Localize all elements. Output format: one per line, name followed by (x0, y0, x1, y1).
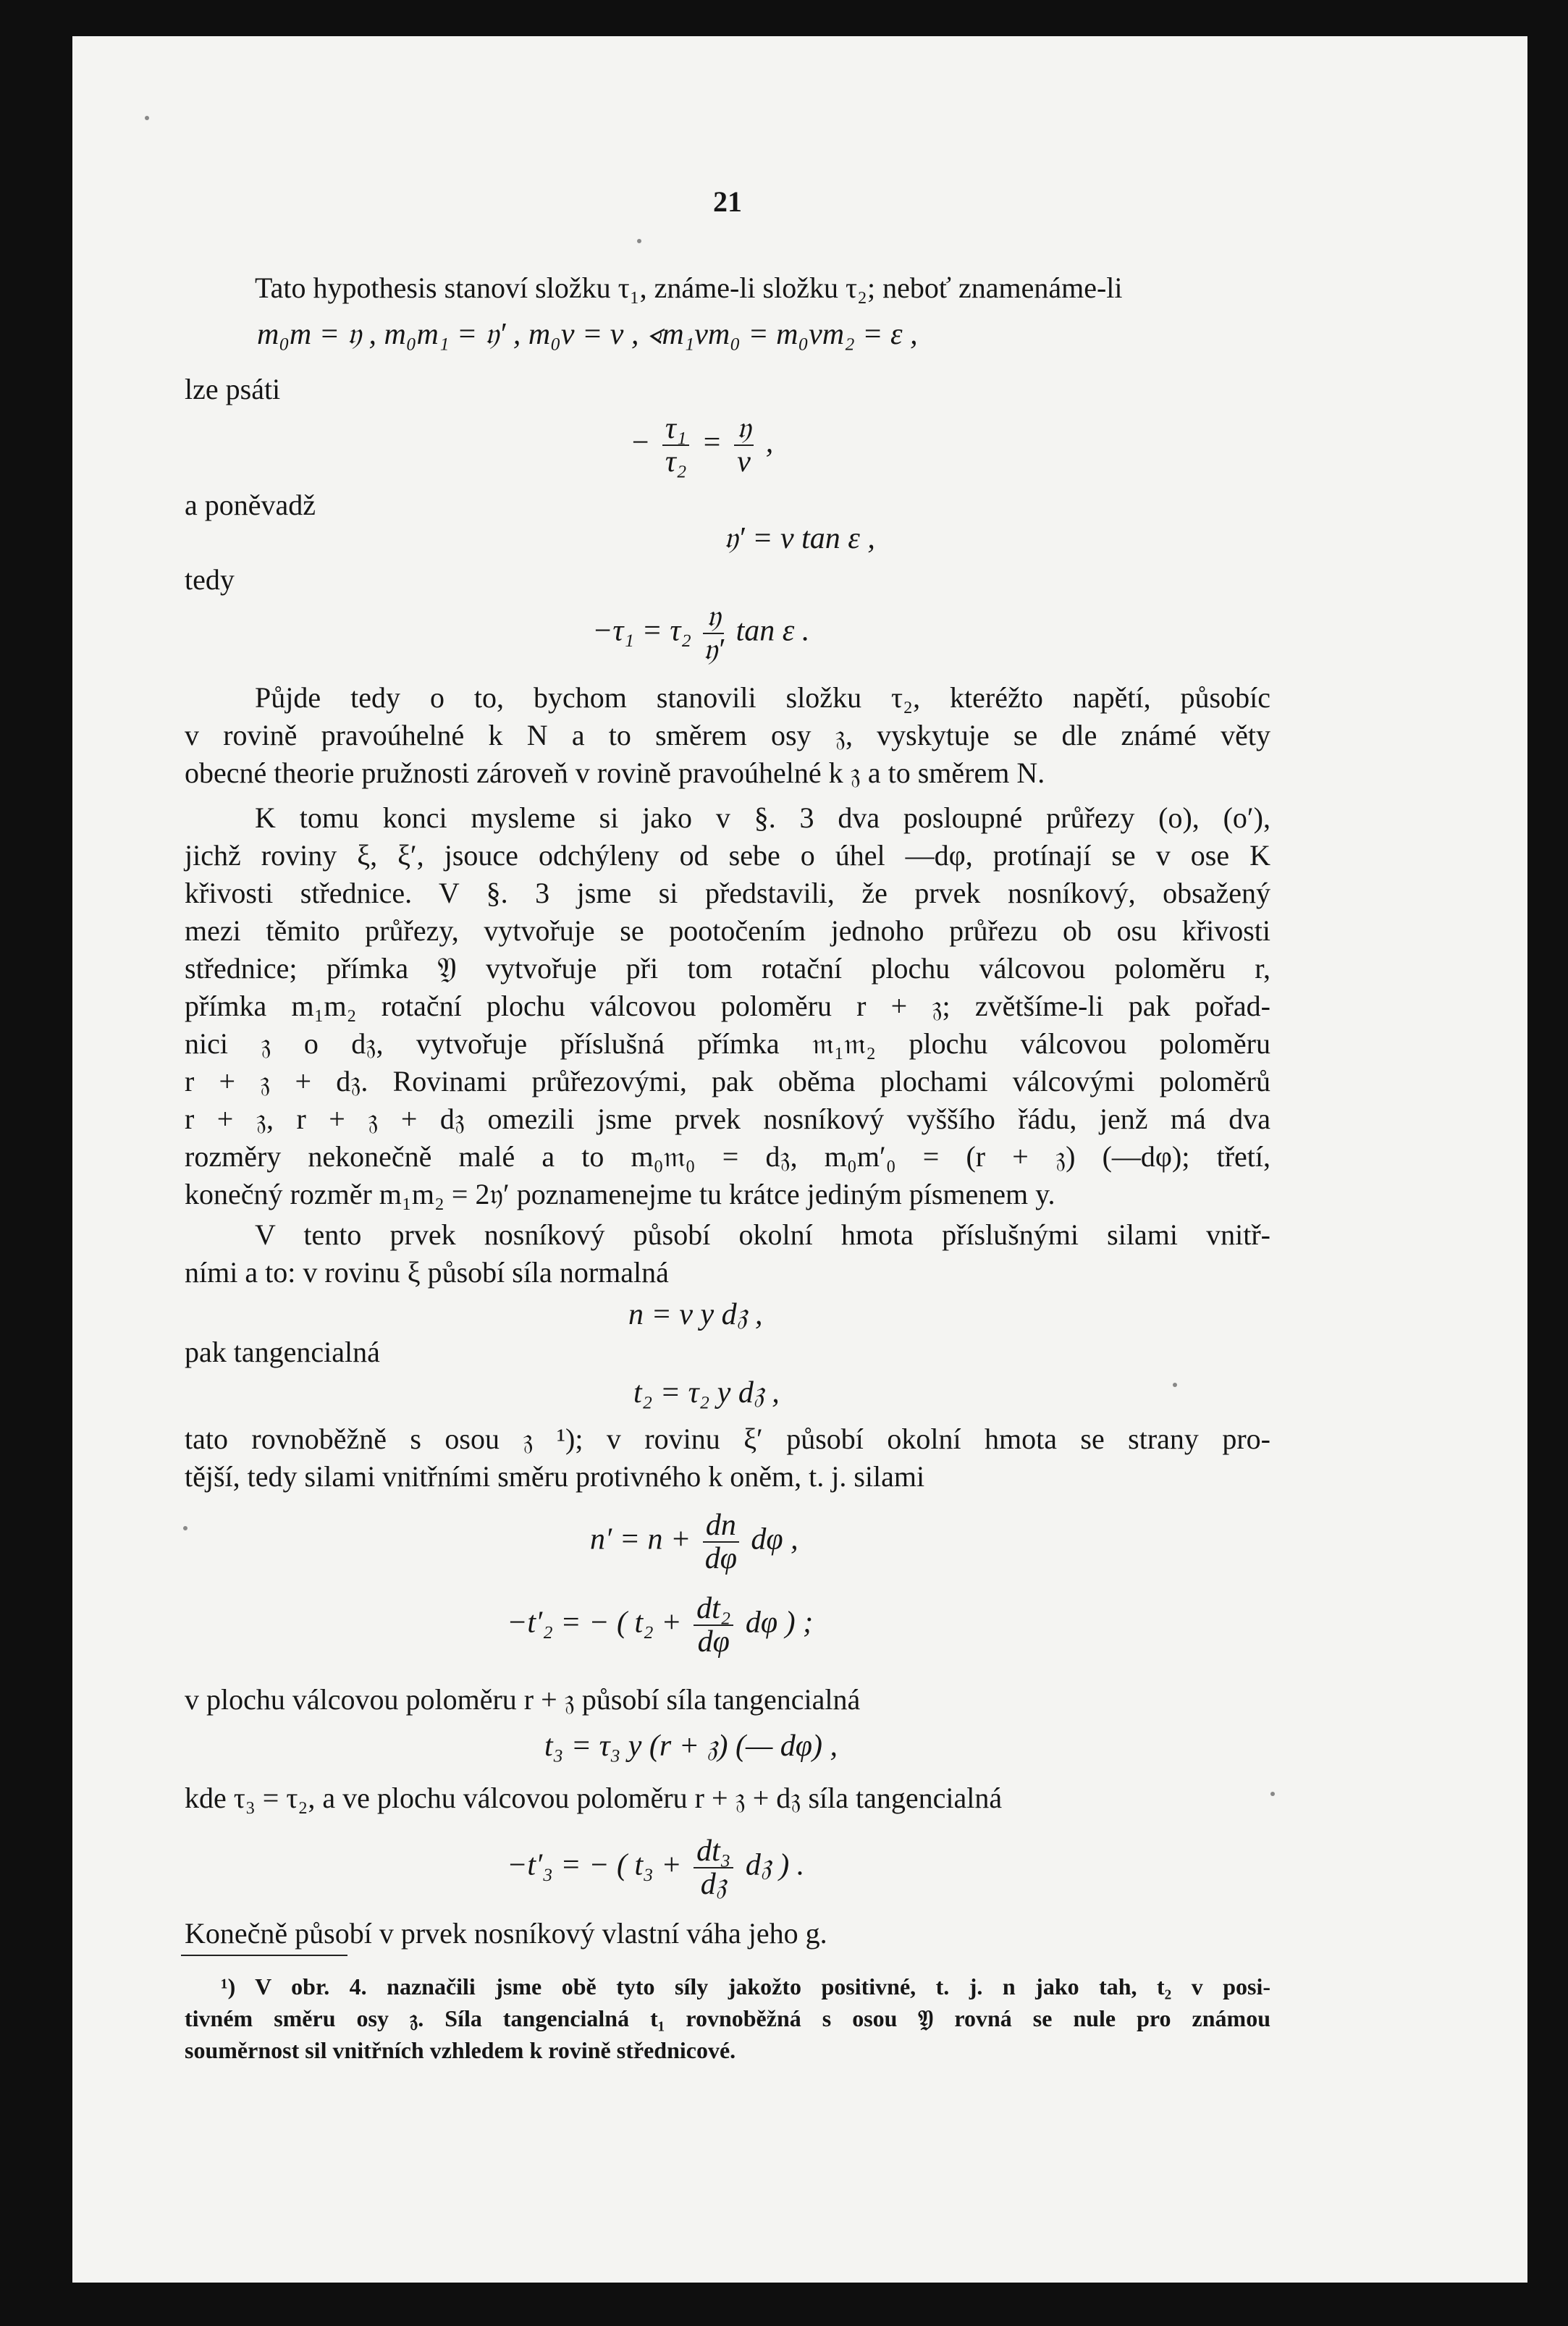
footnote: ¹) V obr. 4. naznačili jsme obě tyto síly jakožto positivné, t. j. n jako tah, t₂ v posi- tivném směru osy 𝔷. Síla tangencialná t₁ rovnoběžná s osou 𝔜 rovná se nule pro známou souměrnost sil vnitřních vzhledem k rovině střednicové. (185, 1973, 1270, 2063)
footnote-rule (181, 1955, 347, 1956)
definitions-equation: m₀m = 𝔶 , m₀m₁ = 𝔶′ , m₀v = v , ∢m₁vm₀ = m₀vm₂ = ε , (257, 318, 918, 351)
label-tedy: tedy (185, 563, 235, 596)
page-number: 21 (713, 185, 742, 218)
scan-speck (145, 116, 149, 120)
equation-t3-prime: −t′₃ = − ( t₃ + $\frac{\text{dt₃}}{\text{d𝔷}}$ d𝔷 ) . (507, 1834, 805, 1901)
paragraph-1: Tato hypothesis stanoví složku τ₁, známe-li složku τ₂; neboť znamenáme-li (255, 271, 1123, 304)
equation-n-prime: n′ = n + $\frac{dn}{d\varphi}$ dφ , (590, 1509, 798, 1575)
scan-speck (183, 1526, 187, 1530)
paragraph-3: K tomu konci mysleme si jako v §. 3 dva posloupné průřezy (o), (o′), jichž roviny ξ, ξ′, jsouce odchýleny od sebe o úhel —dφ, protínají se v ose K křivosti střednice. V §. 3 jsme si představili, že prvek nosníkový, obsažený mezi těmito průřezy, vytvořuje se pootočením jednoho průřezu ob osu křivosti střednice; přímka 𝔜 vytvořuje při tom rotační plochu válcovou poloměru r, přímka m₁m₂ rotační plochu válcovou poloměru r + 𝔷; zvětšíme-li pak pořad- nici 𝔷 o d𝔷, vytvořuje příslušná přímka 𝔪₁𝔪₂ plochu válcovou poloměru r + 𝔷 + d𝔷. Rovinami průřezovými, pak oběma plochami válcovými poloměrů r + 𝔷, r + 𝔷 + d𝔷 omezili jsme prvek nosníkový vyššího řádu, jenž má dva rozměry nekonečně malé a to m₀𝔪₀ = d𝔷, m₀m′₀ = (r + 𝔷) (—dφ); třetí, konečný rozměr m₁m₂ = 2𝔶′ poznamenejme tu krátce jediným písmenem y. (185, 801, 1270, 1210)
label-lze-psati: lze psáti (185, 373, 281, 405)
paragraph-8: Konečně působí v prvek nosníkový vlastní váha jeho g. (185, 1917, 827, 1950)
scan-speck (1270, 1792, 1275, 1796)
equation-tan: 𝔶′ = v tan ε , (724, 522, 875, 555)
equation-t2: t₂ = τ₂ y d𝔷 , (633, 1376, 780, 1409)
paragraph-6: v plochu válcovou poloměru r + 𝔷 působí síla tangencialná (185, 1683, 861, 1716)
equation-t2-prime: −t′₂ = − ( t₂ + $\frac{\text{dt₂}}{d\varphi}$ dφ ) ; (507, 1592, 814, 1659)
paragraph-7: kde τ₃ = τ₂, a ve plochu válcovou poloměru r + 𝔷 + d𝔷 síla tangencialná (185, 1782, 1003, 1814)
scan-speck (1173, 1383, 1177, 1387)
equation-tau1: −τ₁ = τ₂ $\frac{\text{𝔶}}{\text{𝔶′}}$ tan ε . (592, 600, 810, 667)
paragraph-5: tato rovnoběžně s osou 𝔷 ¹); v rovinu ξ′ působí okolní hmota se strany pro- tější, tedy silami vnitřními směru protivného k oněm, t. j. silami (185, 1423, 1270, 1493)
equation-t3: t₃ = τ₃ y (r + 𝔷) (— dφ) , (544, 1729, 838, 1763)
equation-normal-force: n = ν y d𝔷 , (628, 1298, 763, 1331)
paragraph-2: Půjde tedy o to, bychom stanovili složku τ₂, kteréžto napětí, působíc v rovině pravoúhelné k N a to směrem osy 𝔷, vyskytuje se dle známé věty obecné theorie pružnosti zároveň v rovině pravoúhelné k 𝔷 a to směrem N. (185, 681, 1270, 789)
scan-speck (637, 239, 641, 243)
label-pak-tangencialna: pak tangencialná (185, 1336, 380, 1368)
equation-ratio: − $\frac{\text{τ₁}}{\text{τ₂}}$ = $\frac{\text{𝔶}}{v}$ , (630, 412, 774, 479)
label-a-ponevadz: a poněvadž (185, 489, 316, 521)
paragraph-4: V tento prvek nosníkový působí okolní hmota příslušnými silami vnitř- ními a to: v rovinu ξ působí síla normalná (185, 1218, 1270, 1289)
